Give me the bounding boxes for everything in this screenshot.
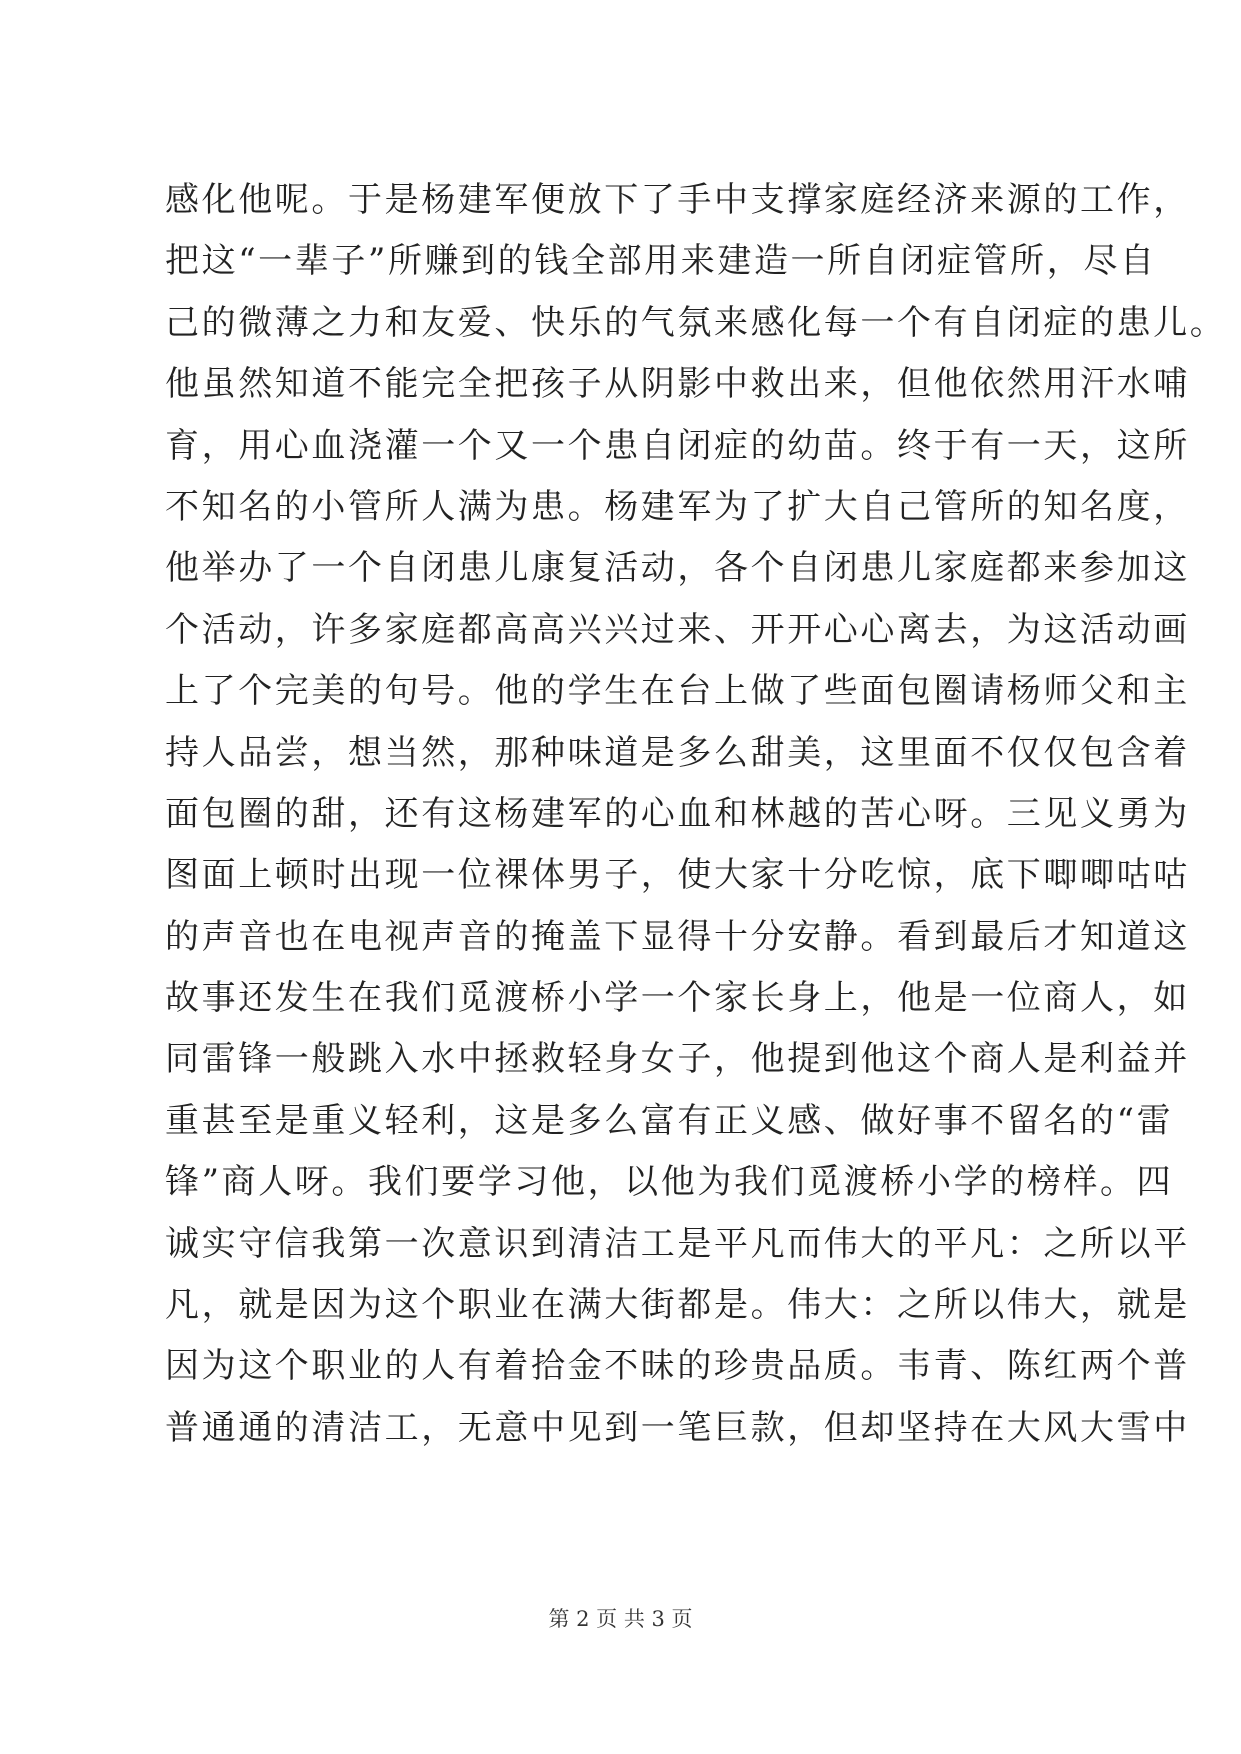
text-line: 己的微薄之力和友爱、快乐的气氛来感化每一个有自闭症的患儿。 bbox=[165, 302, 1227, 343]
text-line: 把这“一辈子”所赚到的钱全部用来建造一所自闭症管所，尽自 bbox=[165, 241, 1157, 282]
text-line: 感化他呢。于是杨建军便放下了手中支撑家庭经济来源的工作， bbox=[165, 180, 1190, 220]
text-line: 个活动，许多家庭都高高兴兴过来、开开心心离去，为这活动画 bbox=[165, 609, 1190, 650]
text-line: 持人品尝，想当然，那种味道是多么甜美，这里面不仅仅包含着 bbox=[165, 732, 1190, 773]
text-line: 上了个完美的句号。他的学生在台上做了些面包圈请杨师父和主 bbox=[165, 671, 1190, 712]
text-line: 他虽然知道不能完全把孩子从阴影中救出来，但他依然用汗水哺 bbox=[165, 364, 1190, 405]
text-line: 面包圈的甜，还有这杨建军的心血和林越的苦心呀。三见义勇为 bbox=[165, 793, 1190, 834]
text-line: 诚实守信我第一次意识到清洁工是平凡而伟大的平凡：之所以平 bbox=[165, 1223, 1190, 1264]
text-line: 故事还发生在我们觅渡桥小学一个家长身上，他是一位商人，如 bbox=[165, 978, 1190, 1019]
text-line: 的声音也在电视声音的掩盖下显得十分安静。看到最后才知道这 bbox=[165, 916, 1190, 957]
text-line: 同雷锋一般跳入水中拯救轻身女子，他提到他这个商人是利益并 bbox=[165, 1039, 1190, 1080]
page-number-footer: 第 2 页 共 3 页 bbox=[548, 1607, 693, 1631]
text-line: 他举办了一个自闭患儿康复活动，各个自闭患儿家庭都来参加这 bbox=[165, 548, 1190, 589]
body-text bbox=[165, 170, 1227, 1459]
text-line: 重甚至是重义轻利，这是多么富有正义感、做好事不留名的“雷 bbox=[165, 1100, 1174, 1141]
text-line: 不知名的小管所人满为患。杨建军为了扩大自己管所的知名度， bbox=[165, 486, 1190, 527]
text-line: 因为这个职业的人有着拾金不昧的珍贵品质。韦青、陈红两个普 bbox=[165, 1346, 1190, 1387]
text-line: 锋”商人呀。我们要学习他，以他为我们觅渡桥小学的榜样。四 bbox=[165, 1162, 1174, 1203]
text-line: 凡，就是因为这个职业在满大街都是。伟大：之所以伟大，就是 bbox=[165, 1285, 1190, 1326]
text-line: 图面上顿时出现一位裸体男子，使大家十分吃惊，底下唧唧咕咕 bbox=[165, 855, 1190, 896]
text-line: 普通通的清洁工，无意中见到一笔巨款，但却坚持在大风大雪中 bbox=[165, 1407, 1190, 1448]
text-line: 育，用心血浇灌一个又一个患自闭症的幼苗。终于有一天，这所 bbox=[165, 425, 1190, 466]
